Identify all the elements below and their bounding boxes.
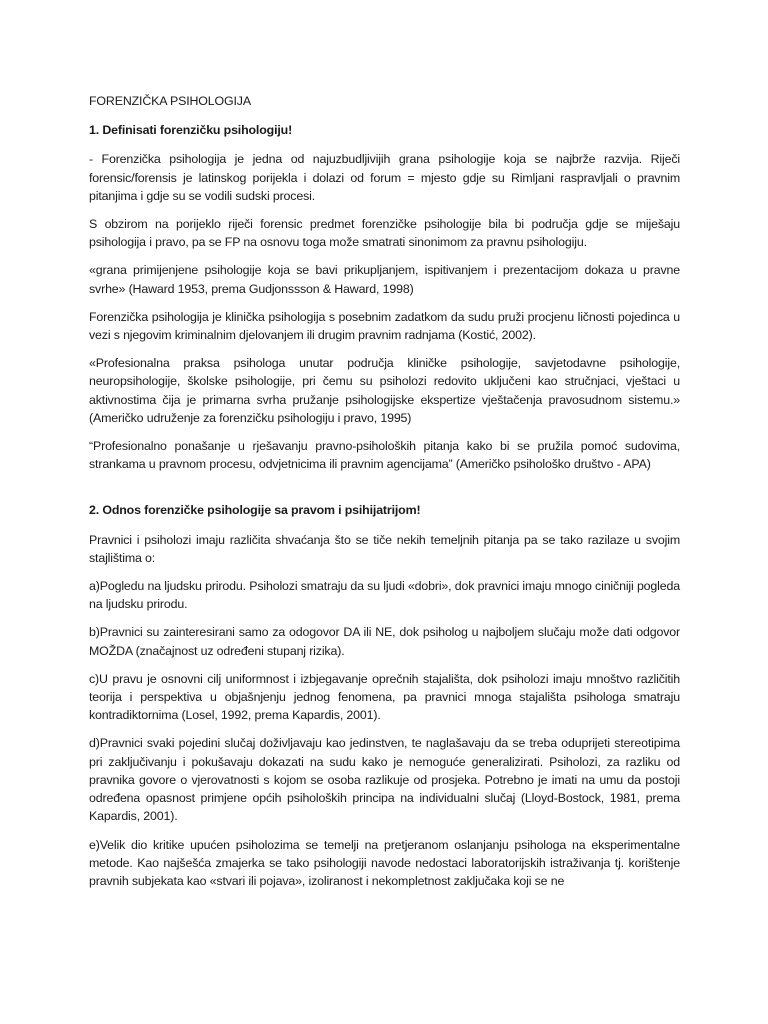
paragraph: “Profesionalno ponašanje u rješavanju pravno-psiholoških pitanja kako bi se pružila pomoć sudovima, strankama u pravnom procesu, odvjetnicima ili pravnim agencijama” (Američko psihološko društvo - APA) [89, 439, 680, 472]
paragraph: b)Pravnici su zainteresirani samo za odogovor DA ili NE, dok psiholog u najboljem slučaju može dati odgovor MOŽDA (značajnost uz određeni stupanj rizika). [89, 625, 680, 658]
section-spacer [89, 483, 680, 501]
document-page [89, 92, 680, 900]
paragraph: «grana primijenjene psihologije koja se bavi prikupljanjem, ispitivanjem i prezentacijom dokaza u pravne svrhe» (Haward 1953, prema Gudjonssson & Haward, 1998) [89, 263, 680, 296]
paragraph: d)Pravnici svaki pojedini slučaj doživljavaju kao jedinstven, te naglašavaju da se treba oduprijeti stereotipima pri zaključivanju i pokušavaju dokazati na sudu kako je nemoguće generalizirati. Psiholozi, za razliku od pravnika govore o vjerovatnosti s kojom se osoba razlikuje od prosjeka. Potrebno je imati na umu da postoji određena opasnost primjene općih psiholoških principa na individualni slučaj (Lloyd-Bostock, 1981, prema Kapardis, 2001). [89, 736, 680, 824]
paragraph: Forenzička psihologija je klinička psihologija s posebnim zadatkom da sudu pruži procjenu ličnosti pojedinca u vezi s njegovim kriminalnim djelovanjem ili drugim pravnim radnjama (Kostić, 2002). [89, 309, 680, 343]
paragraph: a)Pogledu na ljudsku prirodu. Psiholozi smatraju da su ljudi «dobri», dok pravnici imaju mnogo ciničniji pogleda na ljudsku prirodu. [89, 579, 680, 612]
paragraph: S obzirom na porijeklo riječi forensic predmet forenzičke psihologije bila bi područja gdje se miješaju psihologija i pravo, pa se FP na osnovu toga može smatrati sinonimom za pravnu psihologiju. [89, 217, 680, 250]
paragraph: Pravnici i psiholozi imaju različita shvaćanja što se tiče nekih temeljnih pitanja pa se tako razilaze u svojim stajlištima o: [89, 532, 680, 565]
paragraph: c)U pravu je osnovni cilj uniformnost i izbjegavanje oprečnih stajališta, dok psiholozi imaju mnoštvo različitih teorija i perspektiva u objašnjenju jednog fenomena, pa pravnici mnoga stajališta psihologa smatraju kontradiktornima (Losel, 1992, prema Kapardis, 2001). [89, 671, 680, 723]
document-title: FORENZIČKA PSIHOLOGIJA [89, 94, 251, 108]
paragraph: «Profesionalna praksa psihologa unutar područja kliničke psihologije, savjetodavne psihologije, neuropsihologije, školske psihologije, pri čemu su psiholozi redovito uključeni kao stručnjaci, vještaci u aktivnostima čija je primarna svrha pružanje psihologijske ekspertize vještačenja pravosudnom sistemu.» (Američko udruženje za forenzičku psihologiju i pravo, 1995) [89, 356, 680, 425]
section-1-heading: 1. Definisati forenzičku psihologiju! [89, 123, 293, 138]
paragraph: e)Velik dio kritike upućen psiholozima se temelji na pretjeranom oslanjanju psihologa na eksperimentalne metode. Kao najšešća zmajerka se tako psihologiji navode nedostaci laboratorijskih istraživanja tj. korištenje pravnih subjekata kao «stvari ili pojava», izoliranost i nekompletnost zaključaka koji se ne [89, 837, 680, 888]
paragraph: - Forenzička psihologija je jedna od najuzbudljivijih grana psihologije koja se najbrže razvija. Riječi forensic/forensis je latinskog porijekla i dolazi od forum = mjesto gdje su Rimljani raspravljali o pravnim pitanjima i gdje su se vodili sudski procesi. [89, 152, 680, 203]
section-2-heading: 2. Odnos forenzičke psihologije sa pravom i psihijatrijom! [89, 503, 421, 518]
